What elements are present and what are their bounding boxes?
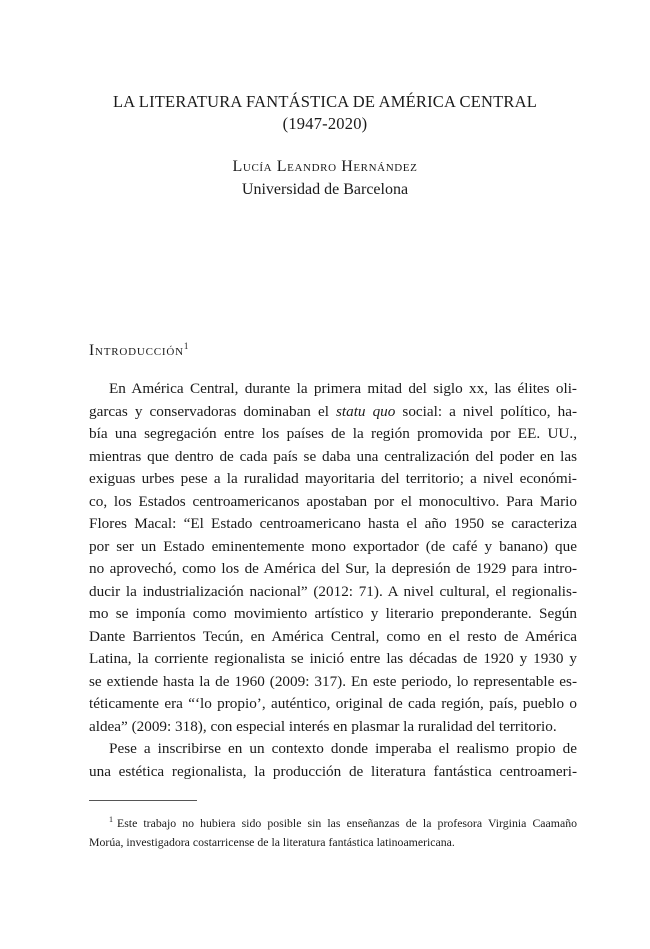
body-line: Pese a inscribirse en un contexto donde imperaba el realismo propio de: [109, 740, 577, 757]
footnote-marker: 1: [109, 815, 113, 824]
footnote: [89, 810, 577, 852]
body-line: mo se imponía como movimiento artístico y literario preponderante. Según: [89, 605, 577, 622]
footnote-line: Morúa, investigadora costarricense de la literatura fantástica latinoamericana.: [89, 835, 455, 849]
body-line: una estética regionalista, la producción de literatura fantástica centroameri-: [89, 762, 577, 780]
italic-term: statu quo: [335, 402, 396, 420]
title-line-main: LA LITERATURA FANTÁSTICA DE AMÉRICA CENTRAL: [112, 92, 538, 111]
body-line: bía una segregación entre los países de la región promovida por EE. UU.,: [89, 425, 577, 442]
title-line-dates: (1947-2020): [282, 114, 368, 133]
body-line: se extiende hasta la de 1960 (2009: 317). En este periodo, lo representable es-: [89, 672, 577, 690]
paper-title: [0, 91, 650, 135]
body-line-start: garcas y conservadoras dominaban el: [89, 402, 336, 420]
body-line: co, los Estados centroamericanos apostaban por el monocultivo. Para Mario: [89, 492, 577, 510]
body-line: mientras que dentro de cada país se daba una centralización del poder en las: [89, 447, 577, 465]
body-line: por ser un Estado eminentemente mono exportador (de café y banano) que: [89, 537, 577, 555]
body-line: ducir la industrialización nacional” (2012: 71). A nivel cultural, el regionalis-: [89, 582, 577, 600]
author-block: [0, 155, 650, 201]
section-heading: [89, 341, 188, 360]
body-line-end: social: a nivel político, ha-: [395, 402, 578, 420]
body-line: exiguas urbes pese a la ruralidad mayoritaria del territorio; a nivel económi-: [89, 470, 577, 487]
body-line: Dante Barrientos Tecún, en América Central, como en el resto de América: [89, 627, 577, 645]
body-line: aldea” (2009: 318), con especial interés en plasmar la ruralidad del territorio.: [89, 717, 557, 735]
body-line: Latina, la corriente regionalista se inició entre las décadas de 1920 y 1930 y: [89, 650, 577, 667]
body-line: En América Central, durante la primera mitad del siglo xx, las élites oli-: [109, 380, 577, 397]
body-line: [89, 401, 577, 424]
body-line: Flores Macal: “El Estado centroamericano hasta el año 1950 se caracteriza: [89, 515, 577, 532]
author-name: Lucía Leandro Hernández: [232, 158, 418, 175]
footnote-text: Este trabajo no hubiera sido posible sin las enseñanzas de la profesora Virginia Caamaño: [117, 816, 577, 830]
author-affiliation: Universidad de Barcelona: [241, 181, 409, 198]
body-line: no aprovechó, como los de América del Sur, la depresión de 1929 para intro-: [89, 560, 577, 577]
body-paragraphs: [89, 378, 577, 783]
footnote-reference: 1: [183, 341, 189, 351]
section-heading-text: Introducción: [89, 342, 184, 359]
body-line: téticamente era “‘lo propio’, auténtico, original de cada región, país, pueblo o: [89, 695, 577, 712]
footnote-line: [89, 810, 577, 833]
footnote-divider: [89, 800, 197, 801]
